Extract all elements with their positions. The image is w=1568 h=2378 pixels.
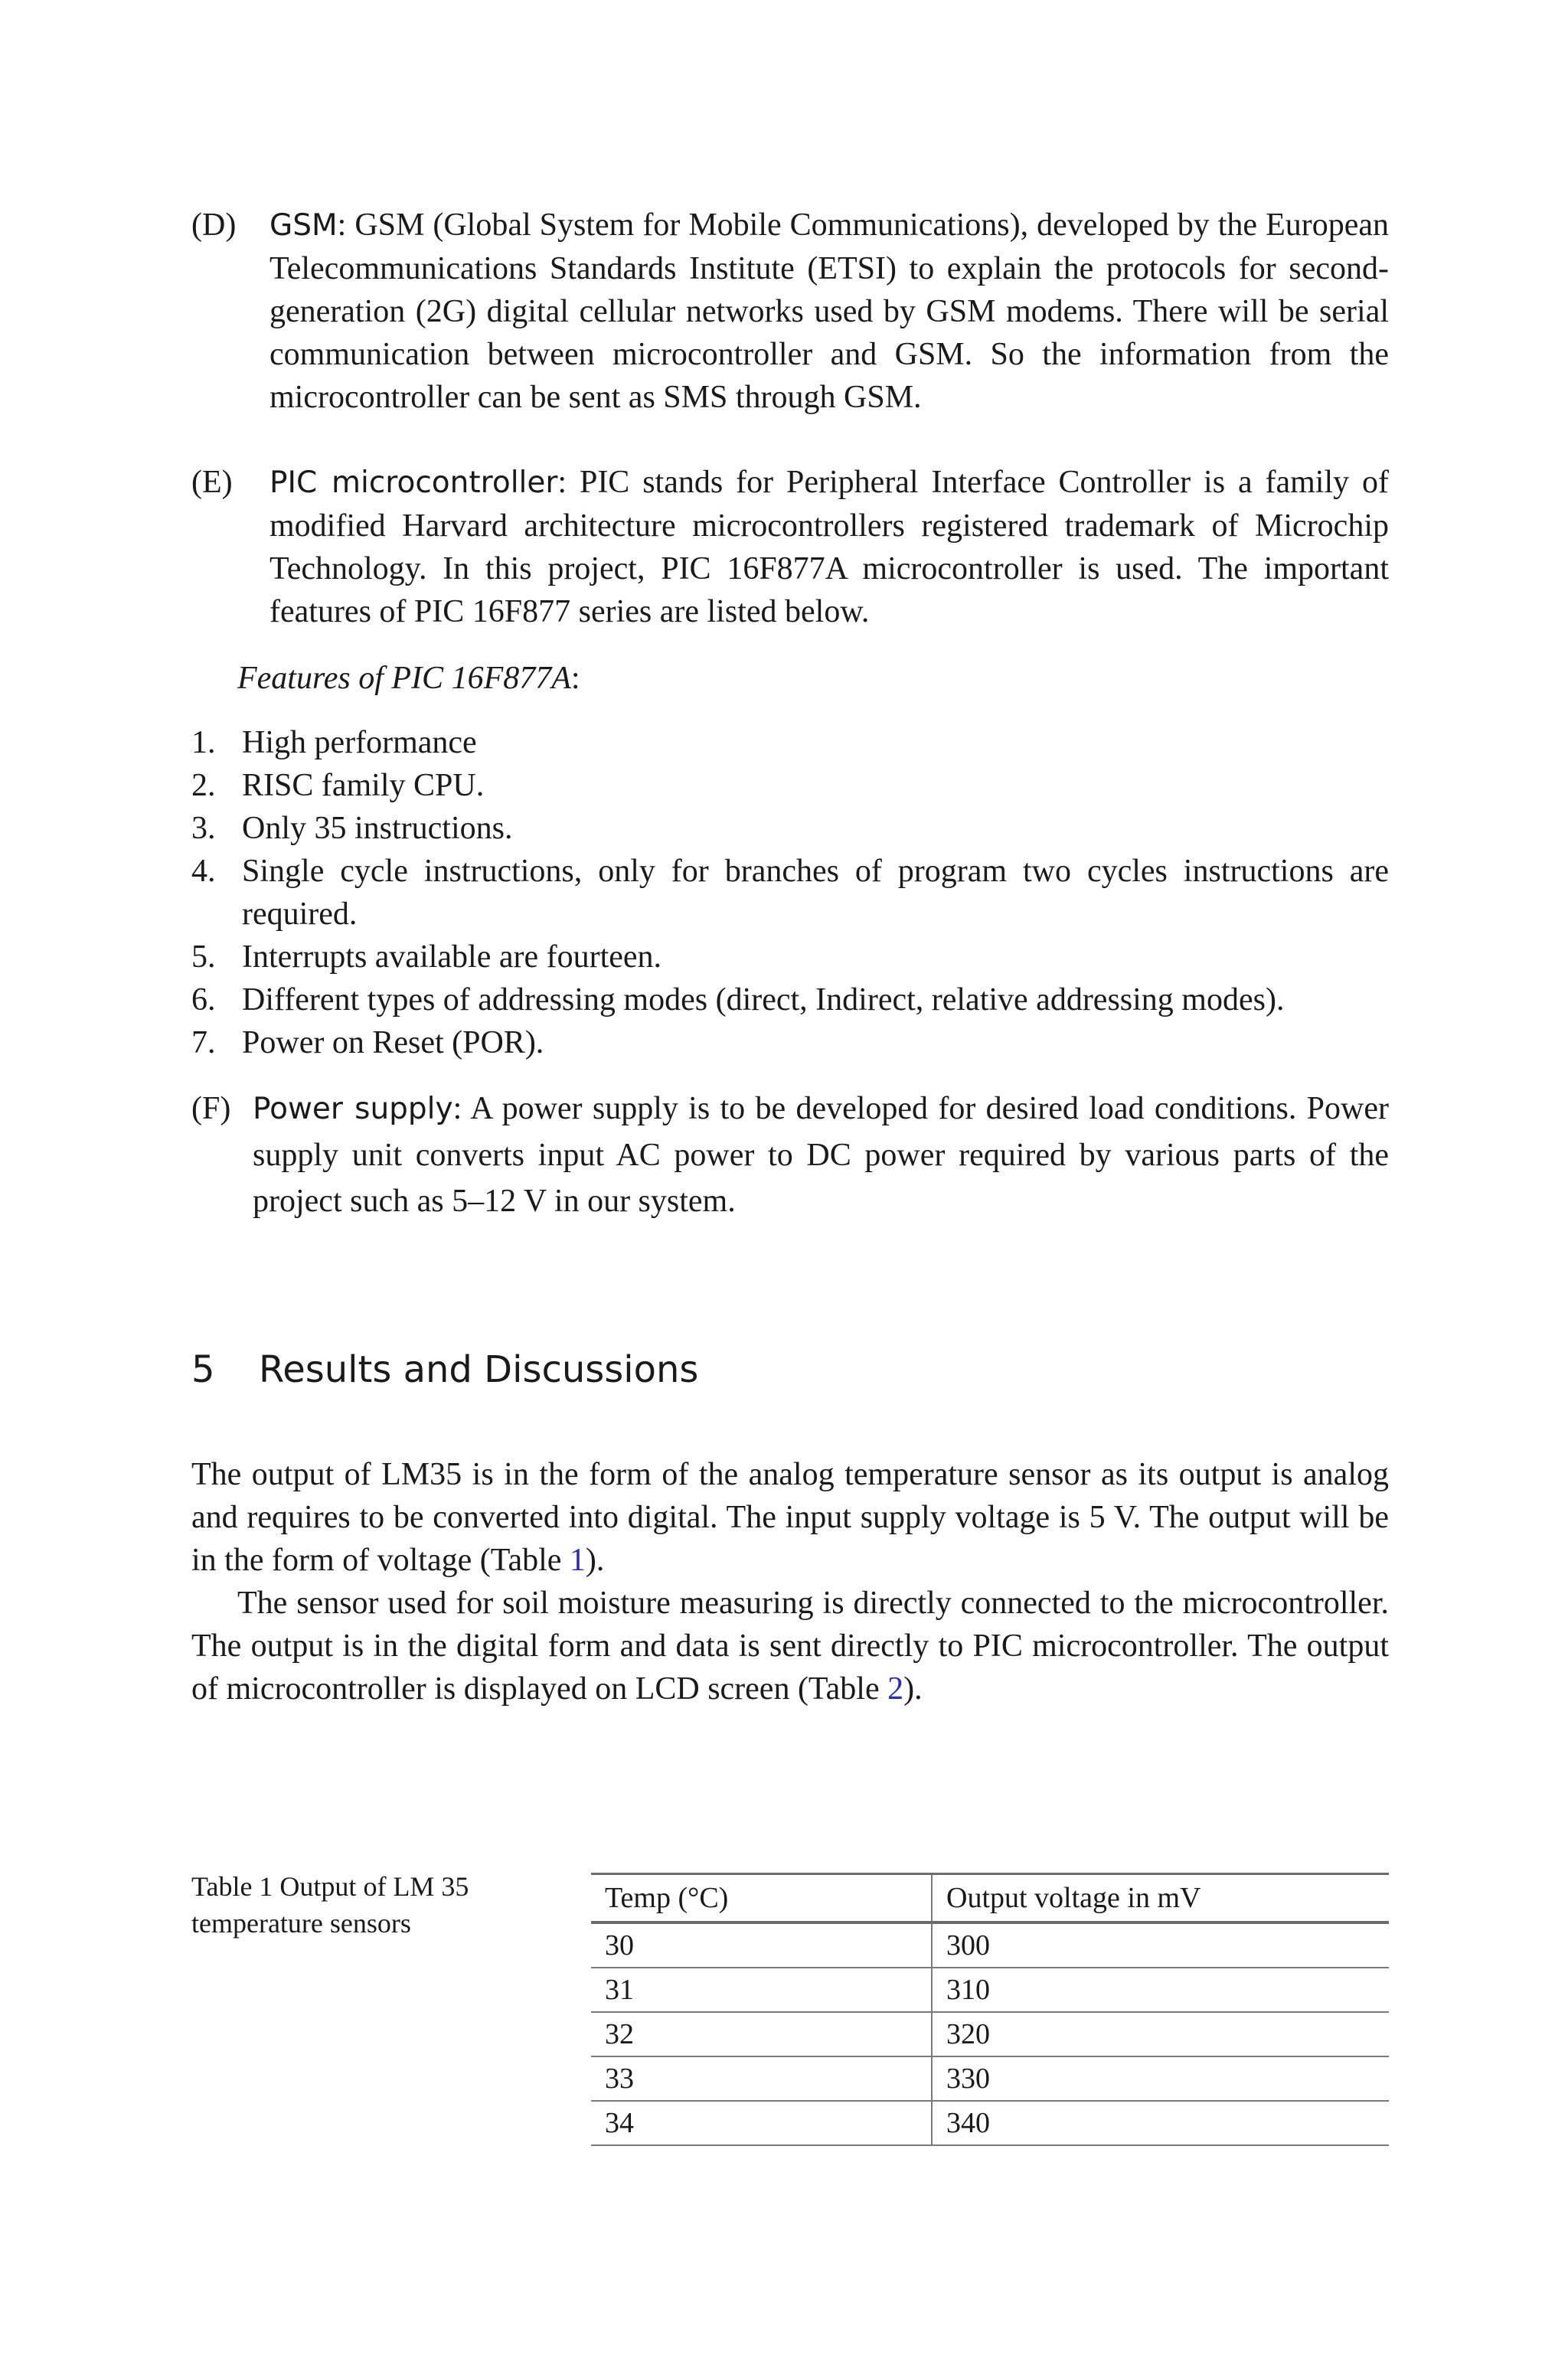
paragraph-2 [191,1582,1389,1710]
features-list [191,721,1389,1064]
table-ref-link[interactable]: 2 [887,1671,904,1707]
list-number: 2. [191,768,216,803]
list-text: Different types of addressing modes (direct, Indirect, relative addressing modes). [242,982,1285,1018]
list-item [191,978,1389,1021]
list-number: 4. [191,854,216,889]
item-label: (F) [191,1091,231,1126]
list-text: Power on Reset (POR). [242,1025,544,1060]
table-cell: 30 [591,1922,932,1968]
item-text: : PIC stands for Peripheral Interface Controller is a family of modified Harvard architecture microcontrollers registered trademark of Microchip Technology. In this project, PIC 16F877A microcontroller is used. The important features of PIC 16F877 series are listed below. [270,465,1389,629]
features-title-colon: : [570,661,580,696]
list-text: Only 35 instructions. [242,811,513,846]
item-term: GSM [270,208,338,243]
table-cell: 340 [932,2101,1389,2145]
item-label: (E) [191,465,233,500]
features-title [237,657,580,700]
item-e-pic [191,461,1389,633]
list-item [191,1021,1389,1064]
table-row [591,1922,1389,1968]
list-item [191,764,1389,807]
list-item [191,721,1389,764]
list-number: 6. [191,982,216,1018]
table-1 [591,1873,1389,2146]
table-cell: 31 [591,1968,932,2012]
paragraph-text: The output of LM35 is in the form of the analog temperature sensor as its output is analog and requires to be converted into digital. The input supply voltage is 5 V. The output will be in the form of voltage (Table [191,1457,1389,1578]
table-caption: Table 1 Output of LM 35 temperature sensors [191,1871,469,1939]
item-body [253,1086,1389,1224]
table-row [591,1968,1389,2012]
table-row [591,2101,1389,2145]
item-f-power-supply [191,1086,1389,1224]
item-text: : GSM (Global System for Mobile Communications), developed by the European Telecommunications Standards Institute (ETSI) to explain the protocols for second-generation (2G) digital cellular networks used by GSM modems. There will be serial communication between microcontroller and GSM. So the information from the microcontroller can be sent as SMS through GSM. [270,207,1389,415]
paragraph-text: ). [903,1671,923,1707]
item-body [270,461,1389,633]
table-header: Temp (°C) [591,1874,932,1923]
list-text: High performance [242,725,477,760]
section-title: Results and Discussions [259,1348,699,1391]
paragraph-1 [191,1453,1389,1582]
section-number: 5 [191,1348,215,1391]
table-cell: 330 [932,2056,1389,2101]
table-cell: 310 [932,1968,1389,2012]
list-number: 5. [191,939,216,975]
paragraph-text: The sensor used for soil moisture measuring is directly connected to the microcontroller. The output is in the digital form and data is sent directly to PIC microcontroller. The output of microcontroller is displayed on LCD screen (Table [191,1586,1389,1707]
list-text: Single cycle instructions, only for branches of program two cycles instructions are required. [242,854,1389,932]
table-header-row [591,1874,1389,1923]
item-body [270,204,1389,419]
list-number: 3. [191,811,216,846]
list-text: Interrupts available are fourteen. [242,939,662,975]
list-number: 1. [191,725,216,760]
section-heading [191,1343,698,1396]
list-item [191,850,1389,936]
item-d-gsm [191,204,1389,419]
list-number: 7. [191,1025,216,1060]
table-cell: 32 [591,2012,932,2056]
table-cell: 300 [932,1922,1389,1968]
table-header: Output voltage in mV [932,1874,1389,1923]
list-item [191,807,1389,850]
table-ref-link[interactable]: 1 [569,1543,586,1578]
table-row [591,2012,1389,2056]
list-item [191,936,1389,978]
table-cell: 34 [591,2101,932,2145]
list-text: RISC family CPU. [242,768,485,803]
item-text: : A power supply is to be developed for desired load conditions. Power supply unit converts input AC power to DC power required by various parts of the project such as 5–12 V in our system. [253,1091,1389,1219]
item-term: Power supply [253,1092,453,1126]
table-cell: 33 [591,2056,932,2101]
features-title-text: Features of PIC 16F877A [237,661,571,696]
table-cell: 320 [932,2012,1389,2056]
paragraph-text: ). [585,1543,605,1578]
item-label: (D) [191,207,237,243]
item-term: PIC microcontroller [270,465,558,500]
table-row [591,2056,1389,2101]
